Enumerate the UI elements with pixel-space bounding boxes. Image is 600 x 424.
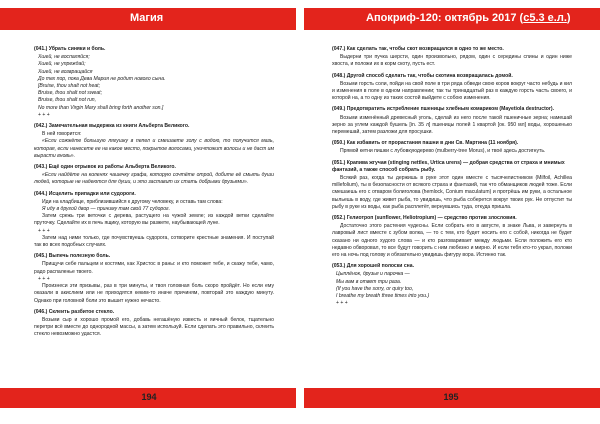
entry-line: Всякий раз, когда ты держишь в руке этот один вместе с тысячелистником (Milfoil, Achillea millefolium), ты в безопасности от всякого страха и фантазий, так что обманщиков людей тоже. Если смешаешь его с отваром болиголова (hemlock, Conium maculatum) и протрёшь им руки, а остальное выльешь в воду, где живет рыба, то увидишь, что рыба соберется вокруг твоих рук. Не отпустит ты рыбу в руке из воды, как рыба расплетёт, вернувшись туда, откуда пришла. (332, 175, 572, 210)
right-page-number: 195 (443, 392, 459, 402)
entry-line: + + + (38, 275, 50, 282)
entry-line: + + + (336, 300, 348, 307)
entry-line: До тех пор, пока Дева Мария не родит нового сына. (38, 75, 166, 82)
entry (34, 123, 274, 160)
entry-line: Прищучи себе пальцем и костями, как Христос в раны: и кто поможет тебе, и скажу тебе, чамо, радо распаленье твоего. (34, 261, 274, 275)
entry-title: (048.) Другой способ сделать так, чтобы скотина возвращалась домой. (332, 72, 513, 79)
entry (332, 73, 572, 103)
entry-line: + + + (38, 111, 50, 118)
entry-title: (041.) Убрать синяки и боль. (34, 46, 106, 52)
entry-title: (053.) Для хорошей полоски сна. (332, 263, 414, 270)
entry-line: В ней говорится: (42, 131, 82, 138)
entry (34, 164, 274, 187)
entry-title: (044.) Исцелить припадки или судороги. (34, 190, 136, 197)
entry-line: Выдерни три пучка шерсти, один произвольно, рядом, один с середины спины и один ниже хвоста, и положи их в корм скоту, пусть ест. (332, 54, 572, 68)
entry-line: [Bruise, thou shalt not heat; (38, 83, 101, 90)
entry (332, 46, 572, 69)
right-text-column (332, 46, 572, 312)
entry-line: Цыплёнок, друзья и парочка — (336, 271, 410, 278)
entry-line: I breathe my breath three times into you.) (336, 293, 430, 300)
entry-line: Мы вам в ответ три раза. (336, 278, 402, 285)
entry-line: Bruise, thou shalt not run, (38, 97, 97, 104)
entry-line: Bruise, thou shalt not sweat; (38, 90, 102, 97)
entry-line: Достаточно этого растения чудесны. Если собрать его в августе, в знаке Льва, и завернуть в лавровый лист вместе с зубом волка, — то с тем, кто будет носить его с собой, никогда не будет сказано ни одного худого слова — и кто разговаривает между людьми. Если положить его кто недавно обворовал, то все будут говорить с ним любезно и мирно. И если тебя кто-то украл, положи его на ночь под голову и обязательно увидишь фигуру вора. Истинно так. (332, 223, 572, 259)
entry (34, 191, 274, 250)
entry-line: Прямой кетни пишки с лубовкуюдерево (mulberry-tree Morus), и твоё здесь достигнуть. (340, 148, 546, 155)
entry-line: Возьми сыр и хорошо промой его, добавь негашёную известь и яичный белок, тщательно перетри всё вместе до однородной массы, а затем используй. Если сделать это правильно, склеить стекло невозможно удастся. (34, 316, 274, 338)
entry-line: Хшей, не воспаляйся; (38, 54, 90, 61)
entry (34, 253, 274, 304)
entry-title: (052.) Гелиотроп (sunflower, Heliotropium) — средство против злословия. (332, 215, 517, 222)
entry-title: (046.) Склеить разбитое стекло. (34, 308, 115, 315)
left-text-column (34, 46, 274, 343)
entry-line: «Если найдёте на коленях чашечку графа, которую сочтёте отрой, добите её смыть души людей, которые не надеются для души, и это заставит их стать добрыми друзьями». (34, 172, 274, 186)
header-main-text: Апокриф-120: октябрь 2017 ( (366, 12, 524, 24)
entry-line: (If you have the sorry, or quiry too, (336, 285, 414, 292)
entry-title: (043.) Ещё один отрывок из работы Альберта Великого. (34, 164, 176, 171)
entry (332, 160, 572, 211)
entry-line: Возьми горсть соли, пойди на свой поле в три ряда обведи свою коров вокруг часто небудь и кил и изменения в поле в одном направлении; так ты тринадцатый раз в каждую горсть часть своего, и которой на, а то одну из таких состой выйдете с собою изменения. (332, 80, 572, 102)
entry-title: (051.) Крапива жгучая (stinging nettles, Urtica urens) — добрая средства от страха и мнимых фантазий, а также способ собрать рыбу. (332, 159, 565, 173)
entry-line: No more than Virgin Mary shall bring forth another son.] (38, 104, 164, 111)
entry-title: (047.) Как сделать так, чтобы скот возвращался в одно то же место. (332, 46, 504, 52)
entry-line: Хшей, не возвращайся (38, 68, 93, 75)
entry-line: Затем срежь три веточки с дерева, растущего на чужой земле; из каждой ветки сделайте пруточку. Сделайте их в печь ящику, которую вы разжете, наубывающей луне. (34, 213, 274, 227)
entry-line: Затем над ними только, где почувствуешь судорога, сотворите крестные знамения. И поступай так во всех подобных случаях. (34, 234, 274, 249)
entry-line: Произнеси эти призывы, раз в три минуты, и твоя головная боль скоро пройдёт. Но если ему оказали в акислием или не приходятся кеким-то иначе причиням, повторай это каждую минуту. Однако при головной боли это вышит нужно нечасто. (34, 283, 274, 304)
entry-line: Хшей, не упреждай; (38, 61, 86, 68)
header-link[interactable]: с5.3 е.л. (523, 12, 567, 24)
header-end-text: ) (566, 12, 571, 24)
entry (332, 106, 572, 136)
entry (332, 263, 572, 307)
entry-line: Возьми изменённый древесный уголь, сделай из него после такой пшеничные зерна; намешай зерно за углем каждой бушель [in. 35 л] пшеницы полей 1 квартой [ок. 950 мл] воды, хорошенько перемешай, затем разложи для просушки. (332, 114, 572, 136)
right-header-title (366, 12, 571, 24)
right-page (300, 0, 600, 424)
entry (332, 140, 572, 155)
entry-title: (042.) Замечательная выдержка из книги Альберта Великого. (34, 123, 190, 130)
entry-line: + + + (38, 227, 50, 234)
left-page-number: 194 (141, 392, 157, 402)
entry-line: Иди на кладбище, приблизившийся к другому человеку, и оставь там слова: (42, 198, 223, 205)
entry (332, 215, 572, 259)
entry-title: (045.) Выпечь полезную боль. (34, 253, 111, 260)
entry-line: Я иду в другой двор — приниму там свой 77 судорог. (42, 206, 170, 213)
entry-title: (049.) Предотвратить истребление пшеницы хлебным комариком (Mayetiola destructor). (332, 106, 555, 113)
entry (34, 46, 274, 119)
left-header-title: Магия (130, 12, 164, 24)
entry-title: (050.) Как избавить от прорастания пашни в дни Св. Мартина (11 ноября). (332, 140, 519, 147)
entry-line: «Если сожжёте большую лягушку в пепел и смешаете золу с водою, то получится мазь, которая, если нанесете ее на какое место, покрытое волосами, уничтожит волосы и не даст им вырасти вновь». (34, 138, 274, 159)
entry (34, 309, 274, 339)
